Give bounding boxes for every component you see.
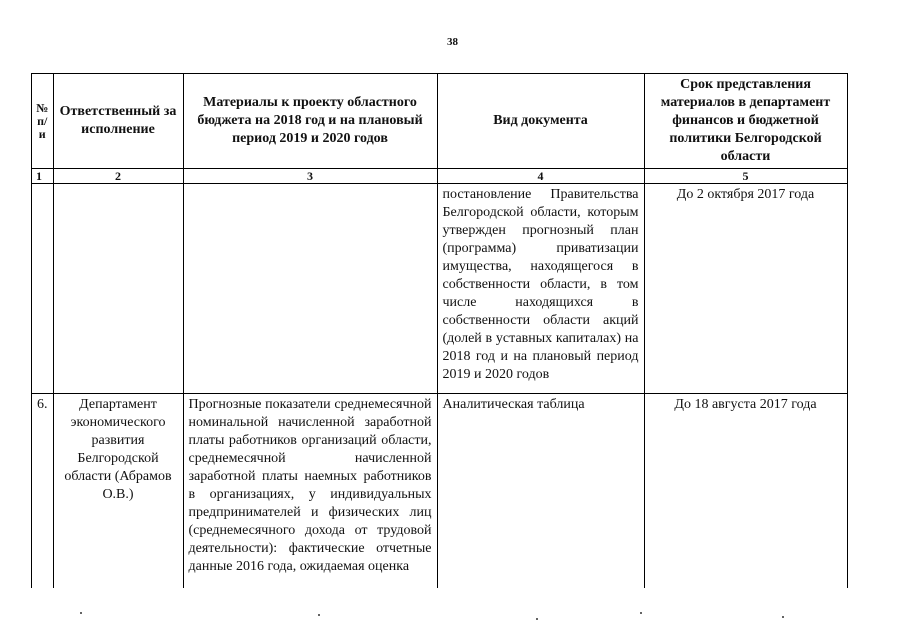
- scan-speck: [80, 612, 82, 614]
- scan-speck: [782, 616, 784, 618]
- table-row: [32, 184, 848, 394]
- scan-speck: [640, 612, 642, 614]
- row-num-cell: [32, 184, 54, 394]
- doc-type-cell: Аналитическая таблица: [437, 394, 644, 589]
- column-number: 4: [437, 169, 644, 184]
- scan-speck: [318, 614, 320, 616]
- column-number: 3: [183, 169, 437, 184]
- header-num: № п/и: [32, 74, 54, 169]
- column-number: 2: [53, 169, 183, 184]
- materials-cell: [183, 184, 437, 394]
- table-header-row: [32, 74, 848, 169]
- deadline-cell: До 2 октября 2017 года: [644, 184, 847, 394]
- header-deadline: Срок представления материалов в департамент финансов и бюджетной политики Белгородской области: [644, 74, 847, 169]
- header-materials: Материалы к проекту областного бюджета на 2018 год и на плановый период 2019 и 2020 годов: [183, 74, 437, 169]
- page-number: 38: [447, 36, 458, 48]
- row-num-cell: 6.: [32, 394, 54, 589]
- scan-speck: [536, 618, 538, 620]
- responsible-cell: [53, 184, 183, 394]
- column-number-row: [32, 169, 848, 184]
- table-row: [32, 394, 848, 589]
- scan-speckles: [0, 606, 905, 626]
- column-number: 1: [32, 169, 54, 184]
- header-doc-type: Вид документа: [437, 74, 644, 169]
- responsible-cell: Департамент экономического развития Белгородской области (Абрамов О.В.): [53, 394, 183, 589]
- column-number: 5: [644, 169, 847, 184]
- budget-materials-table: [31, 73, 848, 588]
- doc-type-cell: постановление Правительства Белгородской области, которым утвержден прогнозный план (программа) приватизации имущества, находящегося в собственности области, в том числе находящихся в собственности области акций (долей в уставных капиталах) на 2018 год и на плановый период 2019 и 2020 годов: [437, 184, 644, 394]
- header-responsible: Ответственный за исполнение: [53, 74, 183, 169]
- deadline-cell: До 18 августа 2017 года: [644, 394, 847, 589]
- materials-cell: Прогнозные показатели среднемесячной номинальной начисленной заработной платы работников организаций области, среднемесячной начисленной заработной платы наемных работников в организациях, у индивидуальных предпринимателей и физических лиц (среднемесячного дохода от трудовой деятельности): фактические отчетные данные 2016 года, ожидаемая оценка: [183, 394, 437, 589]
